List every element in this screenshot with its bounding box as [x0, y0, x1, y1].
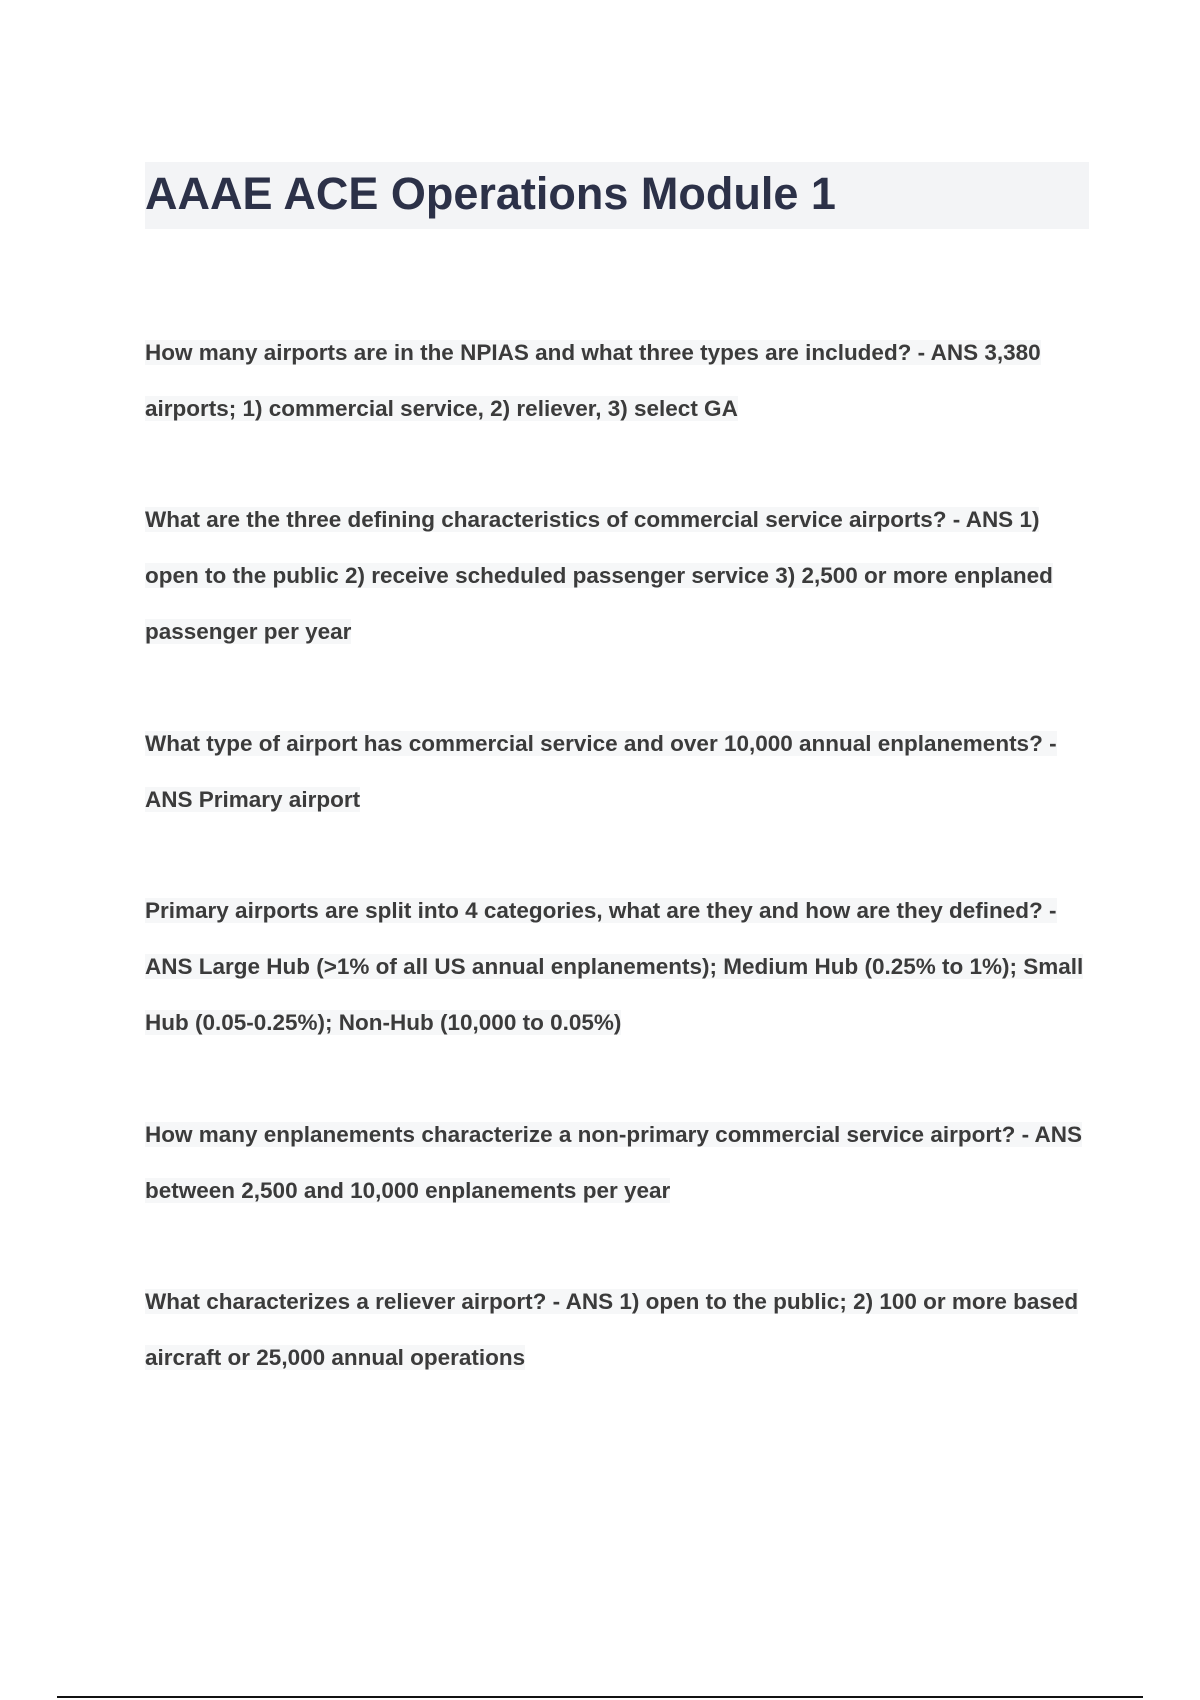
qa-item-1	[145, 325, 1090, 437]
qa-text: How many airports are in the NPIAS and what three types are included? - ANS 3,380 airports; 1) commercial service, 2) reliever, 3) select GA	[145, 340, 1041, 421]
page-title: AAAE ACE Operations Module 1	[145, 168, 836, 219]
qa-text: How many enplanements characterize a non-primary commercial service airport? - ANS between 2,500 and 10,000 enplanements per year	[145, 1122, 1082, 1203]
qa-text: What characterizes a reliever airport? - ANS 1) open to the public; 2) 100 or more based aircraft or 25,000 annual operations	[145, 1289, 1079, 1370]
qa-item-6	[145, 1274, 1090, 1386]
footer-rule	[57, 1696, 1143, 1698]
qa-item-3	[145, 716, 1090, 828]
qa-text: Primary airports are split into 4 categories, what are they and how are they defined? - ANS Large Hub (>1% of all US annual enplanements); Medium Hub (0.25% to 1%); Small Hub (0.05-0.25%); Non-Hub (10,000 to 0.05%)	[145, 898, 1084, 1035]
qa-item-2	[145, 492, 1090, 660]
qa-text: What are the three defining characteristics of commercial service airports? - ANS 1) open to the public 2) receive scheduled passenger service 3) 2,500 or more enplaned passenger per year	[145, 507, 1053, 644]
qa-item-5	[145, 1107, 1090, 1219]
qa-text: What type of airport has commercial service and over 10,000 annual enplanements? - ANS Primary airport	[145, 731, 1057, 812]
qa-item-4	[145, 883, 1090, 1051]
